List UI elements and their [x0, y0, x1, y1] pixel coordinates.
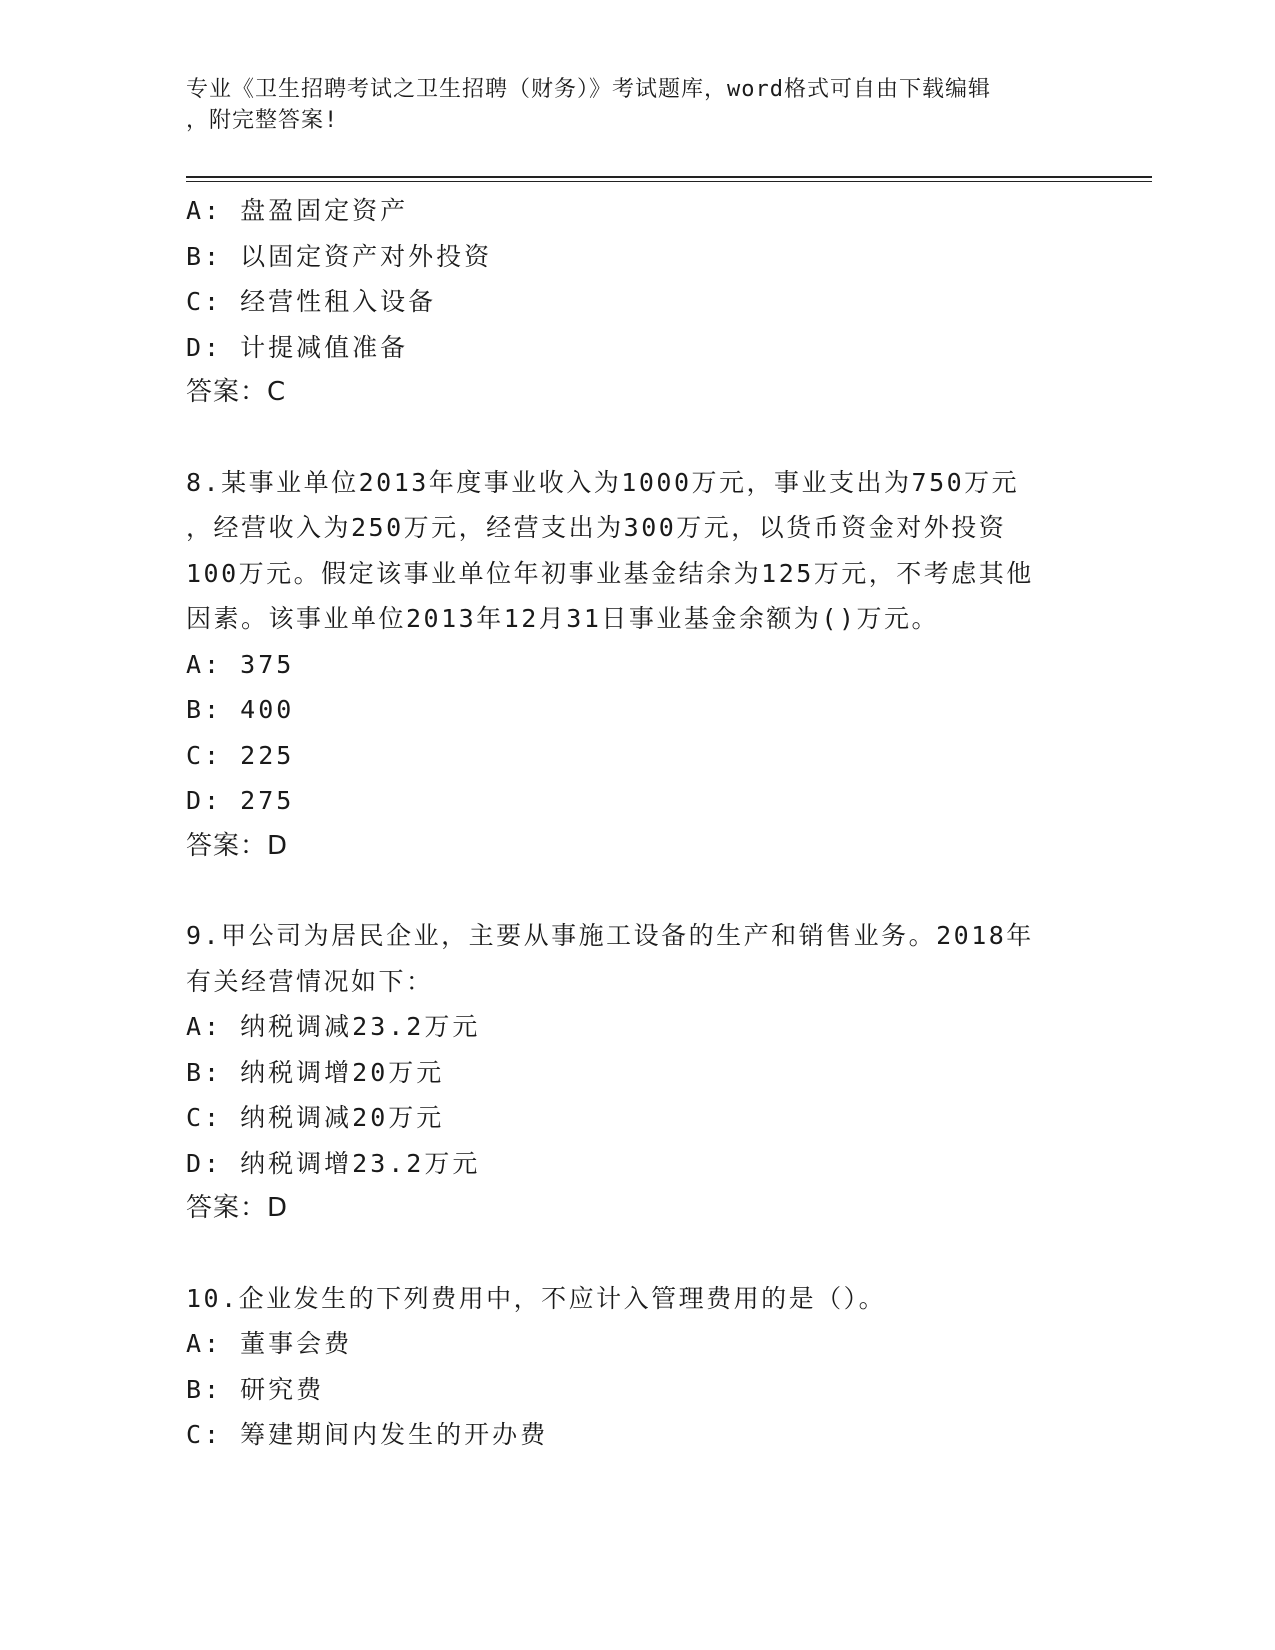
option-a: A: 董事会费 — [186, 1329, 353, 1358]
header-divider-thick — [186, 176, 1152, 178]
option-a: A: 纳税调减23.2万元 — [186, 1012, 481, 1041]
header-line-1: 专业《卫生招聘考试之卫生招聘（财务）》考试题库，word格式可自由下载编辑 — [186, 77, 991, 102]
stem-line: 10.企业发生的下列费用中，不应计入管理费用的是（）。 — [186, 1283, 887, 1313]
question-spacer — [186, 1232, 1086, 1276]
question-8 — [186, 460, 1086, 870]
stem-line: 8.某事业单位2013年度事业收入为1000万元，事业支出为750万元 — [186, 467, 1020, 497]
option-b: B: 以固定资产对外投资 — [186, 241, 493, 271]
question-stem — [186, 1276, 1086, 1322]
stem-line: 有关经营情况如下： — [186, 966, 434, 996]
option-c: C: 筹建期间内发生的开办费 — [186, 1420, 549, 1449]
question-list — [186, 188, 1086, 1458]
option-b: B: 纳税调增20万元 — [186, 1057, 445, 1087]
option-d: D: 纳税调增23.2万元 — [186, 1148, 481, 1178]
stem-line: 100万元。假定该事业单位年初事业基金结余为125万元，不考虑其他 — [186, 558, 1034, 588]
option-c: C: 纳税调减20万元 — [186, 1103, 445, 1132]
option-a: A: 盘盈固定资产 — [186, 196, 409, 225]
stem-line: ，经营收入为250万元，经营支出为300万元，以货币资金对外投资 — [186, 513, 1007, 542]
option-b: B: 400 — [186, 695, 295, 724]
stem-line: 9.甲公司为居民企业，主要从事施工设备的生产和销售业务。2018年 — [186, 921, 1034, 950]
document-header — [186, 74, 1086, 136]
question-spacer — [186, 869, 1086, 913]
option-b: B: 研究费 — [186, 1374, 325, 1404]
option-d: D: 计提减值准备 — [186, 332, 409, 362]
option-c: C: 经营性租入设备 — [186, 287, 437, 316]
header-line-2: ，附完整答案! — [186, 108, 339, 133]
option-c: C: 225 — [186, 740, 295, 770]
question-9 — [186, 913, 1086, 1232]
answer-line: 答案：C — [186, 377, 287, 407]
question-10 — [186, 1276, 1086, 1458]
option-a: A: 375 — [186, 649, 295, 679]
question-stem — [186, 913, 1086, 1004]
answer-line: 答案：D — [186, 1193, 289, 1223]
answer-line: 答案：D — [186, 830, 289, 861]
stem-line: 因素。该事业单位2013年12月31日事业基金余额为()万元。 — [186, 604, 940, 633]
option-d: D: 275 — [186, 786, 295, 815]
question-spacer — [186, 416, 1086, 460]
question-stem — [186, 460, 1086, 642]
question-7 — [186, 188, 1086, 416]
header-divider-thin — [186, 181, 1152, 182]
